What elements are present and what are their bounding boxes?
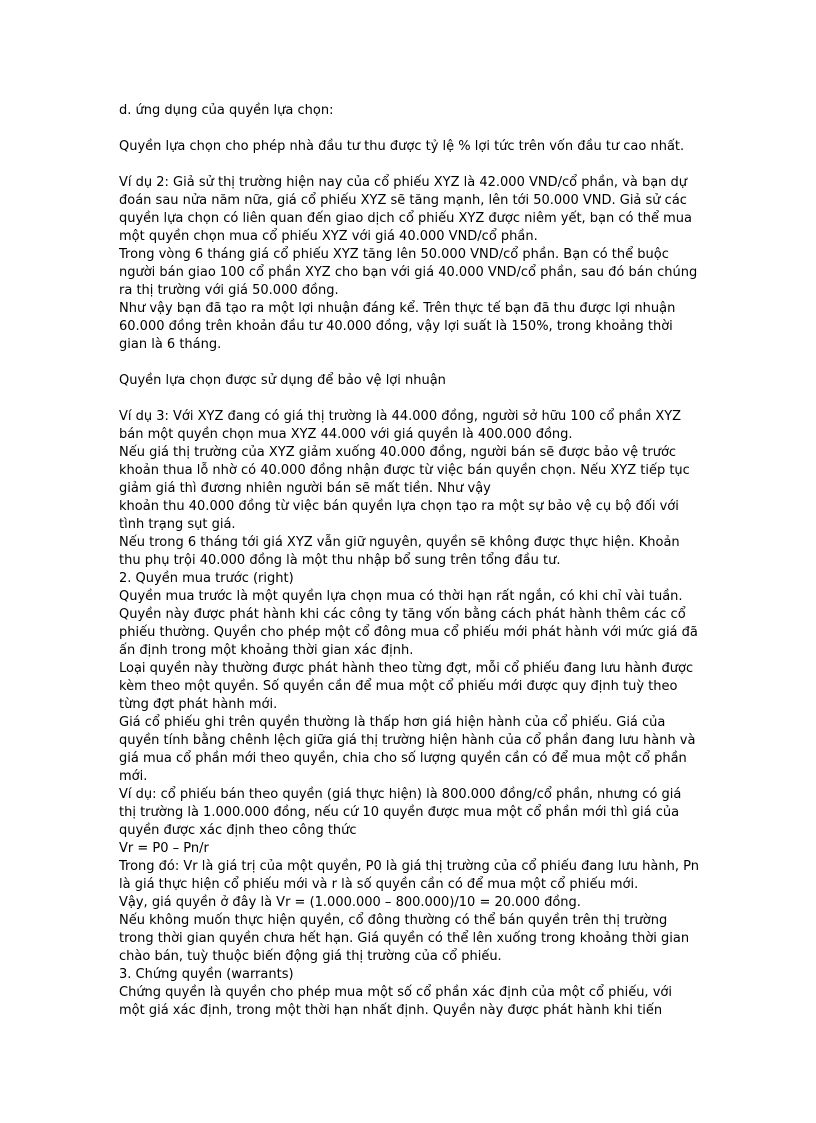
- paragraph: Nếu không muốn thực hiện quyền, cổ đông thường có thể bán quyền trên thị trường trong thời gian quyền chưa hết hạn. Giá quyền có thể lên xuống trong khoảng thời gian chào bán, tuỳ thuộc biến động giá thị trường của cổ phiếu.: [119, 913, 694, 964]
- paragraph: Như vậy bạn đã tạo ra một lợi nhuận đáng kể. Trên thực tế bạn đã thu được lợi nhuận 60.000 đồng trên khoản đầu tư 40.000 đồng, vậy lợi suất là 150%, trong khoảng thời gian là 6 tháng.: [119, 301, 680, 352]
- paragraph: Nếu trong 6 tháng tới giá XYZ vẫn giữ nguyên, quyền sẽ không được thực hiện. Khoản thu phụ trội 40.000 đồng là một thu nhập bổ sung trên tổng đầu tư.: [119, 535, 684, 568]
- paragraph-gap: [119, 354, 699, 372]
- paragraph-gap: [119, 156, 699, 174]
- section-heading-rights: 2. Quyền mua trước (right): [119, 571, 294, 586]
- section-heading-protect-profit: Quyền lựa chọn được sử dụng để bảo vệ lợi nhuận: [119, 373, 446, 388]
- section-heading-applications: d. ứng dụng của quyền lựa chọn:: [119, 103, 334, 118]
- paragraph: Quyền lựa chọn cho phép nhà đầu tư thu được tỷ lệ % lợi tức trên vốn đầu tư cao nhất.: [119, 139, 685, 154]
- paragraph-gap: [119, 390, 699, 408]
- section-heading-warrants: 3. Chứng quyền (warrants): [119, 967, 294, 982]
- paragraph-example-2: Ví dụ 2: Giả sử thị trường hiện nay của cổ phiếu XYZ là 42.000 VND/cổ phần, và bạn dự đoán sau nửa năm nữa, giá cổ phiếu XYZ sẽ tăng mạnh, lên tới 50.000 VND. Giả sử các quyền lựa chọn có liên quan đến giao dịch cổ phiếu XYZ được niêm yết, bạn có thể mua một quyền chọn mua cổ phiếu XYZ với giá 40.000 VND/cổ phần.: [119, 175, 697, 244]
- paragraph: Loại quyền này thường được phát hành theo từng đợt, mỗi cổ phiếu đang lưu hành được kèm theo một quyền. Số quyền cần để mua một cổ phiếu mới được quy định tuỳ theo từng đợt phát hành mới.: [119, 661, 698, 712]
- paragraph-example-3: Ví dụ 3: Với XYZ đang có giá thị trường là 44.000 đồng, người sở hữu 100 cổ phần XYZ bán một quyền chọn mua XYZ 44.000 với giá quyền là 400.000 đồng.: [119, 409, 686, 442]
- paragraph: Ví dụ: cổ phiếu bán theo quyền (giá thực hiện) là 800.000 đồng/cổ phần, nhưng có giá thị trường là 1.000.000 đồng, nếu cứ 10 quyền được mua một cổ phần mới thì giá của quyền được xác định theo công thức: [119, 787, 686, 838]
- paragraph: Trong đó: Vr là giá trị của một quyền, P0 là giá thị trường của cổ phiếu đang lưu hành, Pn là giá thực hiện cổ phiếu mới và r là số quyền cần có để mua một cổ phiếu mới.: [119, 859, 704, 892]
- paragraph: Trong vòng 6 tháng giá cổ phiếu XYZ tăng lên 50.000 VND/cổ phần. Bạn có thể buộc người bán giao 100 cổ phần XYZ cho bạn với giá 40.000 VND/cổ phần, sau đó bán chúng ra thị trường với giá 50.000 đồng.: [119, 247, 702, 298]
- paragraph: Nếu giá thị trường của XYZ giảm xuống 40.000 đồng, người bán sẽ được bảo vệ trước khoản thua lỗ nhờ có 40.000 đồng nhận được từ việc bán quyền chọn. Nếu XYZ tiếp tục giảm giá thì đương nhiên người bán sẽ mất tiền. Như vậy: [119, 445, 694, 496]
- paragraph: khoản thu 40.000 đồng từ việc bán quyền lựa chọn tạo ra một sự bảo vệ cụ bộ đối với tình trạng sụt giá.: [119, 499, 683, 532]
- paragraph: Giá cổ phiếu ghi trên quyền thường là thấp hơn giá hiện hành của cổ phiếu. Giá của quyền tính bằng chênh lệch giữa giá thị trường hiện hành của cổ phần đang lưu hành và giá mua cổ phần mới theo quyền, chia cho số lượng quyền cần có để mua một cổ phần mới.: [119, 715, 700, 784]
- formula: Vr = P0 – Pn/r: [119, 841, 209, 856]
- paragraph: Vậy, giá quyền ở đây là Vr = (1.000.000 – 800.000)/10 = 20.000 đồng.: [119, 895, 581, 910]
- paragraph: Quyền mua trước là một quyền lựa chọn mua có thời hạn rất ngắn, có khi chỉ vài tuần. Quyền này được phát hành khi các công ty tăng vốn bằng cách phát hành thêm các cổ phiếu thường. Quyền cho phép một cổ đông mua cổ phiếu mới phát hành với mức giá đã ấn định trong một khoảng thời gian xác định.: [119, 589, 703, 658]
- paragraph: Chứng quyền là quyền cho phép mua một số cổ phần xác định của một cổ phiếu, với một giá xác định, trong một thời hạn nhất định. Quyền này được phát hành khi tiến: [119, 985, 677, 1018]
- paragraph-gap: [119, 120, 699, 138]
- document-page: [119, 102, 704, 1020]
